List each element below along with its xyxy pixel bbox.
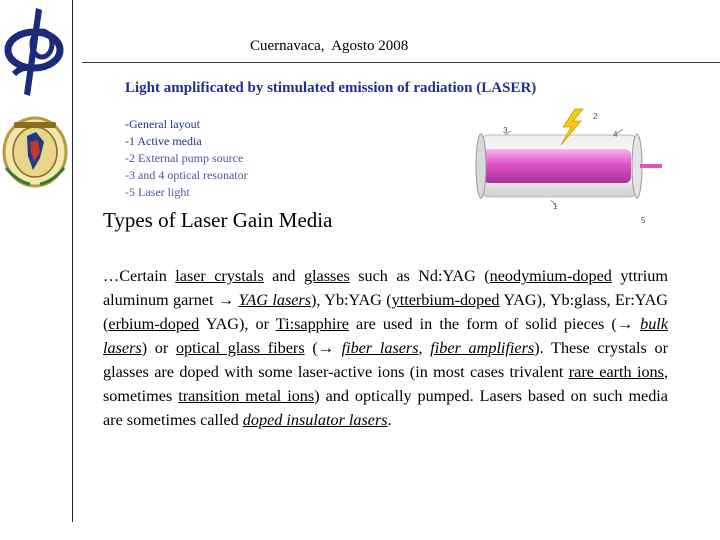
diagram-label-3: 3: [503, 126, 508, 135]
legend-item-pump-source: -2 External pump source: [125, 151, 244, 165]
diagram-label-1: 1: [553, 202, 558, 211]
legend-item-general: -General layout: [125, 117, 200, 131]
link-fiber-lasers[interactable]: fiber lasers: [341, 339, 419, 357]
laser-diagram: [465, 105, 665, 230]
header-rule: [82, 62, 720, 63]
link-erbium-doped[interactable]: erbium-doped: [108, 315, 200, 333]
text-run: yttrium aluminum garnet →: [103, 267, 668, 309]
legend-item-laser-light: -5 Laser light: [125, 185, 190, 199]
link-optical-glass-fibers[interactable]: optical glass fibers: [175, 339, 305, 357]
active-medium-rod: [483, 149, 631, 183]
text-run: ,: [418, 339, 431, 357]
link-doped-insulator-lasers[interactable]: doped insulator lasers: [242, 411, 388, 429]
laser-title: Light amplificated by stimulated emission of radiation (LASER): [125, 80, 537, 96]
university-seal: [0, 112, 70, 190]
link-transition-metal-ions[interactable]: transition metal ions: [178, 387, 315, 405]
link-ytterbium-doped[interactable]: ytterbium-doped: [391, 291, 500, 309]
text-run: and: [263, 267, 304, 285]
link-rare-earth-ions[interactable]: rare earth ions: [568, 363, 664, 381]
link-neodymium-doped[interactable]: neodymium-doped: [489, 267, 612, 285]
text-run: ) or: [141, 339, 176, 357]
text-run: , sometimes: [103, 363, 668, 405]
text-run: YAG), Yb:glass, Er:YAG (: [103, 291, 668, 333]
link-ti-sapphire[interactable]: Ti:sapphire: [275, 315, 349, 333]
link-bulk-lasers[interactable]: bulk lasers: [103, 315, 668, 357]
diagram-label-4: 4: [613, 130, 618, 139]
diagram-label-2: 2: [593, 112, 598, 121]
link-fiber-amplifiers[interactable]: fiber amplifiers: [430, 339, 535, 357]
left-vertical-rule: [72, 0, 73, 522]
laser-beam: [640, 164, 662, 168]
link-laser-crystals[interactable]: laser crystals: [175, 267, 264, 285]
text-run: …Certain: [103, 267, 176, 285]
text-run: .: [387, 411, 392, 429]
legend-item-active-media: -1 Active media: [125, 134, 202, 148]
institute-logo: [2, 4, 66, 104]
text-run: ) and optically pumped. Lasers based on such media are sometimes called: [103, 387, 668, 429]
text-run: ). These crystals or glasses are doped with some laser-active ions (in most cases trivalent: [103, 339, 669, 381]
header-date: Cuernavaca, Agosto 2008: [250, 38, 409, 54]
link-yag-lasers[interactable]: YAG lasers: [238, 291, 312, 309]
text-run: ), Yb:YAG (: [311, 291, 392, 309]
text-run: are used in the form of solid pieces (→: [348, 315, 641, 333]
link-glasses[interactable]: glasses: [303, 267, 350, 285]
text-run: such as Nd:YAG (: [349, 267, 490, 285]
section-heading: Types of Laser Gain Media: [103, 208, 333, 232]
text-run: YAG), or: [199, 315, 276, 333]
text-run: (→: [304, 339, 342, 357]
body-paragraph: [103, 264, 668, 432]
legend-item-resonator: -3 and 4 optical resonator: [125, 168, 248, 182]
diagram-legend: [125, 116, 248, 201]
diagram-label-5: 5: [641, 216, 646, 225]
rear-mirror: [476, 134, 486, 198]
